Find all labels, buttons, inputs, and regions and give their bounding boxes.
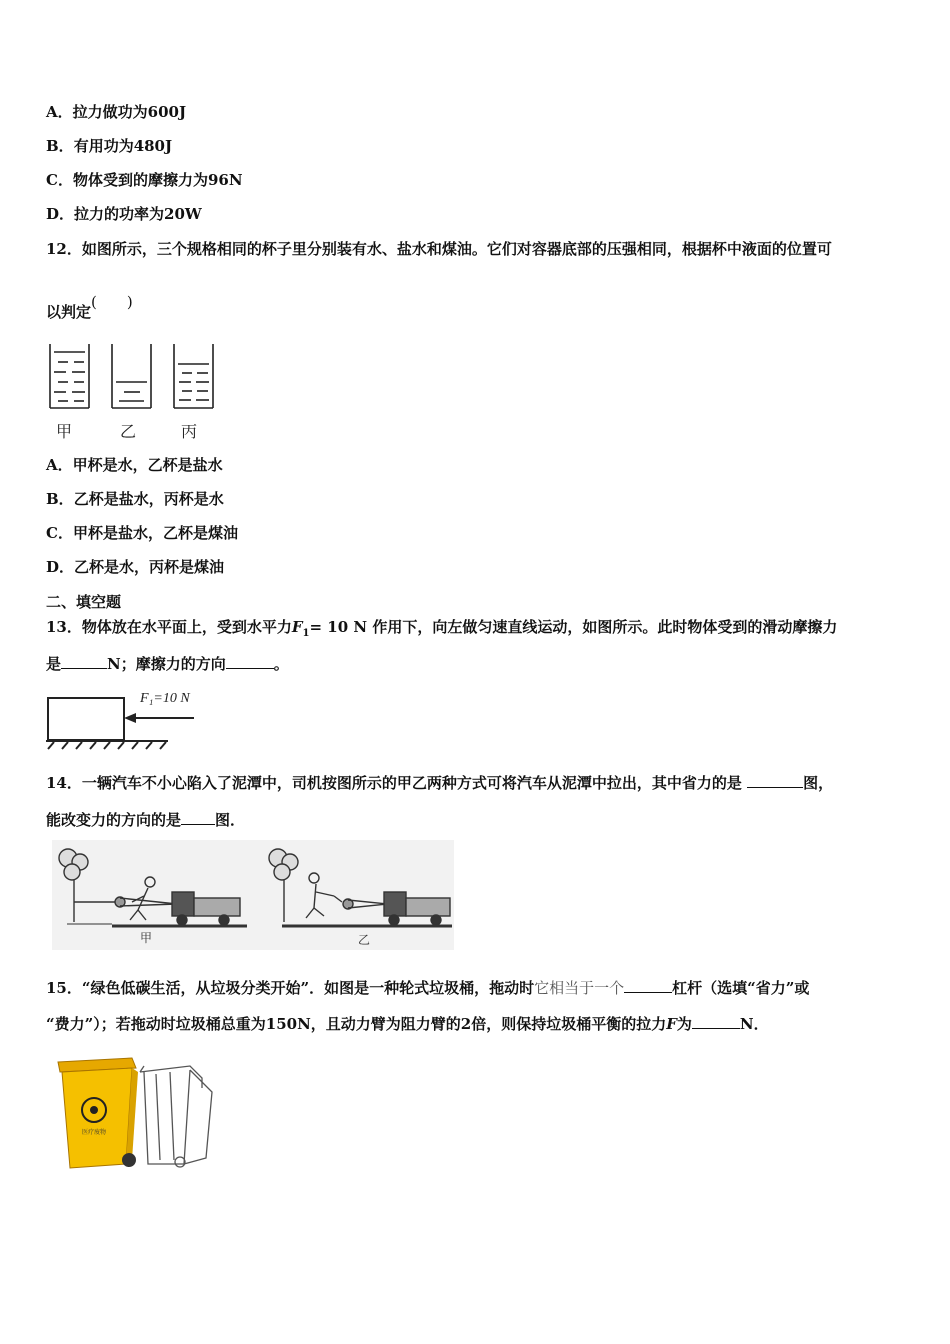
q12-option-c: C．甲杯是盐水，乙杯是煤油: [46, 524, 238, 542]
cup-label-bing: 丙: [181, 422, 198, 441]
block: [48, 698, 124, 740]
q15-stem-line2: “费力”）；若拖动时垃圾桶总重为150N，且动力臂为阻力臂的2倍，则保持垃圾桶平衡的拉力F为 N．: [46, 1015, 769, 1033]
answer-paren: ( ): [91, 293, 133, 311]
q13-stem-line1: 13．物体放在水平面上，受到水平力$F_1= 10$ N 作用下，向左做匀速直线运动，如图所示。此时物体受到的滑动摩擦力: [46, 618, 838, 639]
bin-line-drawing: [140, 1066, 212, 1167]
answer-blank[interactable]: [692, 1014, 740, 1029]
cup-jia: [50, 344, 89, 408]
cup-label-yi: 乙: [120, 422, 137, 441]
force-label: F₁=10 N: [140, 691, 190, 706]
q12-option-b: B．乙杯是盐水，丙杯是水: [46, 490, 224, 508]
q11-option-b: B．有用功为480J: [46, 137, 173, 155]
panel-label-jia: 甲: [140, 931, 153, 945]
q11-option-a: A．拉力做功为600J: [46, 103, 187, 121]
q14-stem-line2: 能改变力的方向的是 图．: [46, 811, 246, 829]
arrow-head-icon: [124, 713, 136, 723]
q12-stem-line1: 12．如图所示，三个规格相同的杯子里分别装有水、盐水和煤油。它们对容器底部的压强相同，根据杯中液面的位置可: [46, 240, 832, 258]
answer-blank[interactable]: [61, 654, 107, 669]
answer-blank[interactable]: [226, 654, 274, 669]
wheelie-bin-photo: [58, 1058, 138, 1168]
q12-cups-figure: [44, 340, 224, 445]
q11-option-c: C．物体受到的摩擦力为96N: [46, 171, 243, 189]
answer-blank[interactable]: [181, 810, 215, 825]
cup-bing: [174, 344, 213, 408]
bin-label: 医疗废物: [82, 1129, 107, 1136]
q12-stem-line2: 以判定( ): [46, 293, 133, 321]
cup-label-jia: 甲: [56, 422, 73, 441]
q12-option-d: D．乙杯是水，丙杯是煤油: [46, 558, 225, 576]
q12-option-a: A．甲杯是水，乙杯是盐水: [46, 456, 223, 474]
cup-yi: [112, 344, 151, 408]
q11-option-d: D．拉力的功率为20W: [46, 205, 202, 223]
q15-stem-line1: 15．“绿色低碳生活，从垃圾分类开始”．如图是一种轮式垃圾桶，拖动时它相当于一个 杠杆（选填“省力”或: [46, 979, 810, 997]
answer-blank[interactable]: [624, 978, 672, 993]
section-title: 二、填空题: [46, 593, 122, 611]
q13-stem-line2: 是 N；摩擦力的方向 。: [46, 655, 289, 673]
q15-bin-figure: [52, 1048, 222, 1174]
answer-blank[interactable]: [747, 773, 803, 788]
q13-block-figure: [44, 684, 204, 752]
panel-label-yi: 乙: [358, 933, 371, 947]
q14-stem-line1: 14．一辆汽车不小心陷入了泥潭中，司机按图所示的甲乙两种方式可将汽车从泥潭中拉出，其中省力的是 图，: [46, 774, 834, 792]
q14-truck-figure: [52, 840, 454, 950]
